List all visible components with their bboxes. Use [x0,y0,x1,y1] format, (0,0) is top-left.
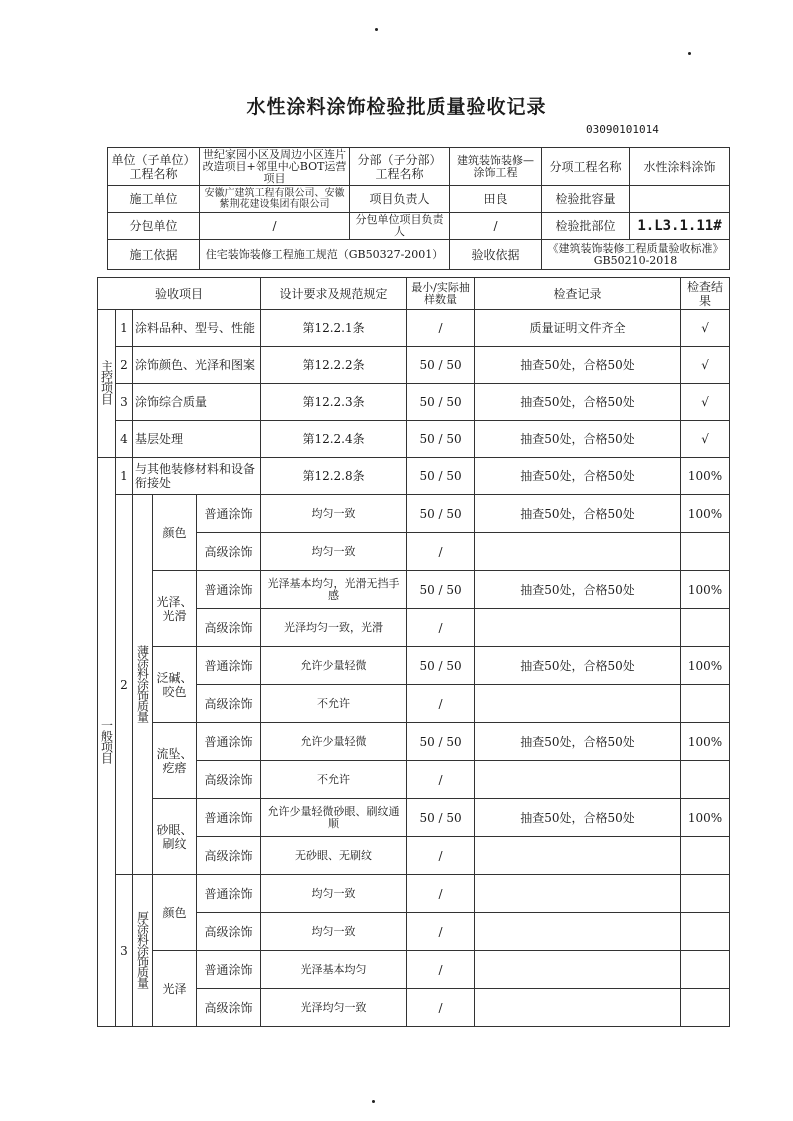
thin-sample: / [407,533,475,571]
thin-sample: / [407,609,475,647]
thick-record [475,875,681,913]
main-item-spec: 第12.2.1条 [261,310,407,347]
table-row [98,384,730,421]
main-item-sample: 50 / 50 [407,347,475,384]
thick-result [681,913,730,951]
thick-spec: 均匀一致 [261,875,407,913]
thin-grade: 普通涂饰 [197,723,261,761]
col-result-header: 检查结果 [681,278,730,310]
thin-result [681,609,730,647]
thin-record [475,761,681,799]
table-row [98,458,730,495]
table-row [98,799,730,837]
table-row [98,347,730,384]
thick-spec: 均匀一致 [261,913,407,951]
subitem-label: 分项工程名称 [542,148,630,186]
general-item-record: 抽查50处，合格50处 [475,458,681,495]
thin-group-name: 砂眼、刷纹 [153,799,197,875]
thin-grade: 高级涂饰 [197,609,261,647]
thin-spec: 允许少量轻微砂眼、刷纹通顺 [261,799,407,837]
thin-result: 100% [681,723,730,761]
sub-pm-label: 分包单位项目负责人 [350,213,450,240]
thick-section-label [133,875,153,1027]
thick-grade: 高级涂饰 [197,913,261,951]
general-item-name: 与其他装修材料和设备衔接处 [133,458,261,495]
thin-group-name: 光泽、光滑 [153,571,197,647]
division-value: 建筑装饰装修—涂饰工程 [450,148,542,186]
thin-spec: 不允许 [261,761,407,799]
main-item-no: 2 [116,347,133,384]
thin-spec: 均匀一致 [261,533,407,571]
contractor-label: 施工单位 [108,186,200,213]
thick-result [681,989,730,1027]
thin-record [475,837,681,875]
contractor-value: 安徽广建筑工程有限公司、安徽紫荆花建设集团有限公司 [200,186,350,213]
thin-result [681,685,730,723]
thick-spec: 光泽基本均匀 [261,951,407,989]
main-item-spec: 第12.2.4条 [261,421,407,458]
thin-spec: 允许少量轻微 [261,647,407,685]
table-row [98,951,730,989]
main-item-spec: 第12.2.3条 [261,384,407,421]
thick-record [475,989,681,1027]
main-item-record: 抽查50处，合格50处 [475,421,681,458]
thick-sample: / [407,875,475,913]
main-item-result: √ [681,347,730,384]
main-item-no: 3 [116,384,133,421]
thin-spec: 不允许 [261,685,407,723]
thin-grade: 普通涂饰 [197,495,261,533]
pm-value: 田良 [450,186,542,213]
scan-mark [688,52,691,55]
subcontractor-value: / [200,213,350,240]
main-item-result: √ [681,421,730,458]
table-row [98,723,730,761]
unit-value: 世纪家园小区及周边小区连片改造项目+邻里中心BOT运营项目 [200,148,350,186]
general-group-label-text: 一般项目 [99,718,114,763]
main-item-no: 1 [116,310,133,347]
thin-sample: / [407,837,475,875]
thick-section-no: 3 [116,875,133,1027]
document-number: 03090101014 [586,123,659,136]
thin-group-name: 泛碱、咬色 [153,647,197,723]
main-item-result: √ [681,310,730,347]
thick-sample: / [407,913,475,951]
general-group-label [98,458,116,1027]
thick-sample: / [407,951,475,989]
table-row [98,495,730,533]
scan-mark [375,28,378,31]
main-item-record: 抽查50处，合格50处 [475,384,681,421]
thin-sample: / [407,685,475,723]
thin-grade: 高级涂饰 [197,761,261,799]
table-row [98,310,730,347]
thin-sample: 50 / 50 [407,571,475,609]
thin-section-label [133,495,153,875]
thick-section-label-text: 厚涂料涂饰质量 [135,910,150,988]
col-record-header: 检查记录 [475,278,681,310]
thick-result [681,875,730,913]
main-item-sample: / [407,310,475,347]
thin-grade: 高级涂饰 [197,685,261,723]
main-item-name: 涂饰颜色、光泽和图案 [133,347,261,384]
capacity-label: 检验批容量 [542,186,630,213]
thin-record: 抽查50处，合格50处 [475,495,681,533]
col-sample-header: 最小/实际抽样数量 [407,278,475,310]
main-item-name: 涂饰综合质量 [133,384,261,421]
thick-grade: 普通涂饰 [197,875,261,913]
basis-value: 住宅装饰装修工程施工规范（GB50327-2001） [200,240,450,270]
thin-group-name: 流坠、疙瘩 [153,723,197,799]
basis-label: 施工依据 [108,240,200,270]
main-item-sample: 50 / 50 [407,421,475,458]
thin-result [681,761,730,799]
thin-result: 100% [681,495,730,533]
main-item-name: 涂料品种、型号、性能 [133,310,261,347]
table-row [98,875,730,913]
thin-result: 100% [681,799,730,837]
general-item-sample: 50 / 50 [407,458,475,495]
thin-spec: 允许少量轻微 [261,723,407,761]
main-item-result: √ [681,384,730,421]
thick-record [475,951,681,989]
pm-label: 项目负责人 [350,186,450,213]
thick-grade: 普通涂饰 [197,951,261,989]
thin-grade: 高级涂饰 [197,837,261,875]
thin-grade: 高级涂饰 [197,533,261,571]
thin-record: 抽查50处，合格50处 [475,647,681,685]
thick-sample: / [407,989,475,1027]
general-item-no: 1 [116,458,133,495]
thin-result [681,837,730,875]
table-row [98,421,730,458]
location-label: 检验批部位 [542,213,630,240]
main-group-label-text: 主控项目 [99,360,114,404]
thin-grade: 普通涂饰 [197,647,261,685]
unit-label: 单位（子单位）工程名称 [108,148,200,186]
main-item-record: 质量证明文件齐全 [475,310,681,347]
table-row [98,571,730,609]
thin-sample: 50 / 50 [407,799,475,837]
thin-sample: 50 / 50 [407,647,475,685]
thin-section-label-text: 薄涂料涂饰质量 [135,644,150,722]
col-design-header: 设计要求及规范规定 [261,278,407,310]
col-item-header: 验收项目 [98,278,261,310]
thin-sample: / [407,761,475,799]
acceptance-basis-value: 《建筑装饰装修工程质量验收标准》GB50210-2018 [542,240,730,270]
division-label: 分部（子分部）工程名称 [350,148,450,186]
thin-spec: 光泽基本均匀，光滑无挡手感 [261,571,407,609]
thin-record: 抽查50处，合格50处 [475,799,681,837]
location-value: 1.L3.1.11# [630,213,730,240]
thick-result [681,951,730,989]
thin-sample: 50 / 50 [407,723,475,761]
thin-section-no: 2 [116,495,133,875]
thick-grade: 高级涂饰 [197,989,261,1027]
subcontractor-label: 分包单位 [108,213,200,240]
thick-spec: 光泽均匀一致 [261,989,407,1027]
thin-spec: 无砂眼、无刷纹 [261,837,407,875]
thin-record [475,685,681,723]
main-item-name: 基层处理 [133,421,261,458]
thin-sample: 50 / 50 [407,495,475,533]
main-item-no: 4 [116,421,133,458]
thin-record [475,609,681,647]
thin-spec: 均匀一致 [261,495,407,533]
main-group-label [98,310,116,458]
acceptance-basis-label: 验收依据 [450,240,542,270]
thin-record [475,533,681,571]
thin-grade: 普通涂饰 [197,571,261,609]
thin-grade: 普通涂饰 [197,799,261,837]
acceptance-table [97,277,730,1027]
page-title: 水性涂料涂饰检验批质量验收记录 [246,96,547,118]
capacity-value [630,186,730,213]
thin-group-name: 颜色 [153,495,197,571]
thick-record [475,913,681,951]
main-item-record: 抽查50处，合格50处 [475,347,681,384]
thin-result: 100% [681,571,730,609]
thick-group-name: 光泽 [153,951,197,1027]
general-item-result: 100% [681,458,730,495]
main-item-sample: 50 / 50 [407,384,475,421]
scan-mark [372,1100,375,1103]
main-item-spec: 第12.2.2条 [261,347,407,384]
thin-result [681,533,730,571]
general-item-spec: 第12.2.8条 [261,458,407,495]
header-table [107,147,730,270]
thick-group-name: 颜色 [153,875,197,951]
sub-pm-value: / [450,213,542,240]
thin-record: 抽查50处，合格50处 [475,723,681,761]
thin-record: 抽查50处，合格50处 [475,571,681,609]
thin-spec: 光泽均匀一致，光滑 [261,609,407,647]
thin-result: 100% [681,647,730,685]
table-row [98,647,730,685]
subitem-value: 水性涂料涂饰 [630,148,730,186]
